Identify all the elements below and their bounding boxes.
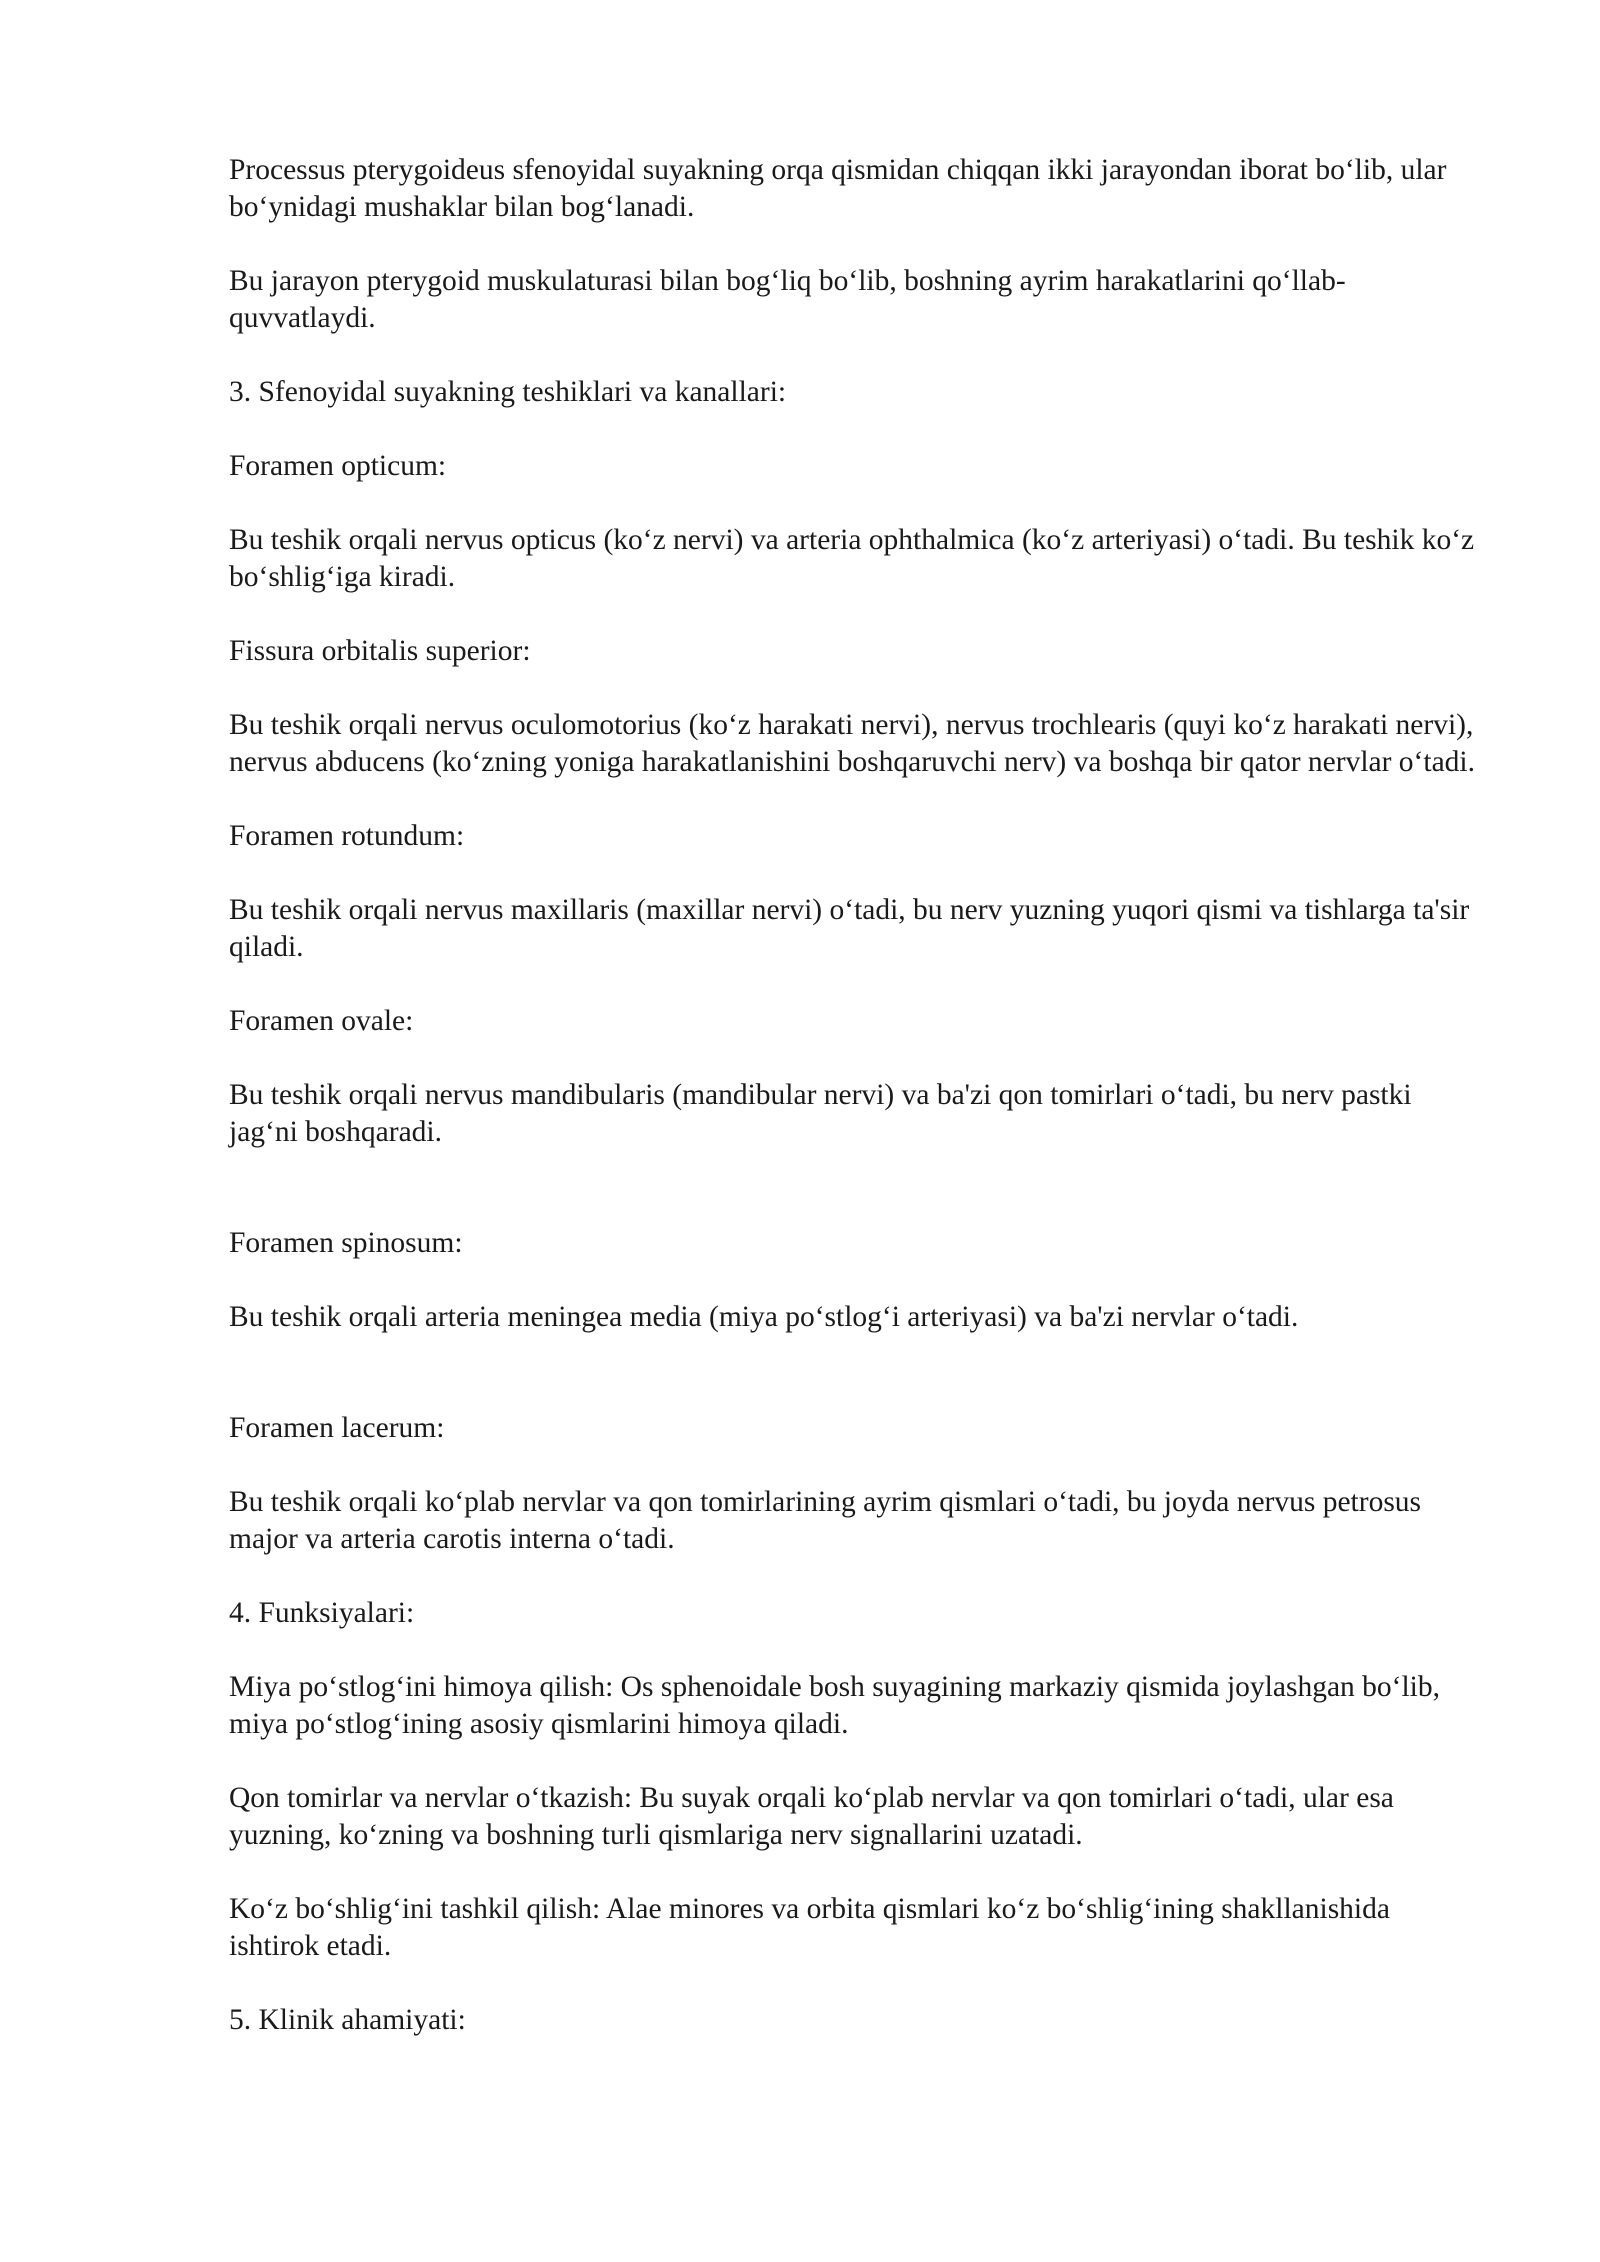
subheading-foramen-lacerum: Foramen lacerum:	[229, 1412, 445, 1444]
paragraph-brain-protection: Miya po‘stlog‘ini himoya qilish: Os sphenoidale bosh suyagining markaziy qismida joylashgan bo‘lib, miya po‘stlog‘ining asosiy qismlarini himoya qiladi.	[229, 1671, 1440, 1740]
subheading-foramen-rotundum: Foramen rotundum:	[229, 820, 465, 852]
paragraph-foramen-ovale: Bu teshik orqali nervus mandibularis (mandibular nervi) va ba'zi qon tomirlari o‘tadi, bu nerv pastki jag‘ni boshqaradi.	[229, 1079, 1412, 1148]
section-heading-functions: 4. Funksiyalari:	[229, 1597, 415, 1629]
paragraph-fissura-orbitalis: Bu teshik orqali nervus oculomotorius (ko‘z harakati nervi), nervus trochlearis (quyi ko‘z harakati nervi), nervus abducens (ko‘zning yoniga harakatlanishini boshqaruvchi nerv) va boshqa bir qator nervlar o‘tadi.	[229, 709, 1475, 778]
subheading-fissura-orbitalis: Fissura orbitalis superior:	[229, 635, 531, 667]
subheading-foramen-opticum: Foramen opticum:	[229, 450, 447, 482]
document-page	[229, 152, 1479, 2076]
subheading-foramen-ovale: Foramen ovale:	[229, 1005, 414, 1037]
paragraph-foramen-opticum: Bu teshik orqali nervus opticus (ko‘z nervi) va arteria ophthalmica (ko‘z arteriyasi) o‘tadi. Bu teshik ko‘z bo‘shlig‘iga kiradi.	[229, 524, 1475, 593]
paragraph-foramen-spinosum: Bu teshik orqali arteria meningea media (miya po‘stlog‘i arteriyasi) va ba'zi nervlar o‘tadi.	[229, 1301, 1299, 1333]
section-heading-openings: 3. Sfenoyidal suyakning teshiklari va kanallari:	[229, 376, 787, 408]
paragraph-vessels-nerves: Qon tomirlar va nervlar o‘tkazish: Bu suyak orqali ko‘plab nervlar va qon tomirlari o‘tadi, ular esa yuzning, ko‘zning va boshning turli qismlariga nerv signallarini uzatadi.	[229, 1782, 1394, 1851]
paragraph-processus-pterygoideus: Processus pterygoideus sfenoyidal suyakning orqa qismidan chiqqan ikki jarayondan iborat bo‘lib, ular bo‘ynidagi mushaklar bilan bog‘lanadi.	[229, 154, 1447, 223]
subheading-foramen-spinosum: Foramen spinosum:	[229, 1227, 463, 1259]
paragraph-pterygoid-muscles: Bu jarayon pterygoid muskulaturasi bilan bog‘liq bo‘lib, boshning ayrim harakatlarini qo‘llab-quvvatlaydi.	[229, 265, 1346, 334]
paragraph-foramen-rotundum: Bu teshik orqali nervus maxillaris (maxillar nervi) o‘tadi, bu nerv yuzning yuqori qismi va tishlarga ta'sir qiladi.	[229, 894, 1470, 963]
paragraph-orbit-formation: Ko‘z bo‘shlig‘ini tashkil qilish: Alae minores va orbita qismlari ko‘z bo‘shlig‘ining shakllanishida ishtirok etadi.	[229, 1893, 1390, 1962]
paragraph-foramen-lacerum: Bu teshik orqali ko‘plab nervlar va qon tomirlarining ayrim qismlari o‘tadi, bu joyda nervus petrosus major va arteria carotis interna o‘tadi.	[229, 1486, 1422, 1555]
section-heading-clinical: 5. Klinik ahamiyati:	[229, 2004, 466, 2036]
